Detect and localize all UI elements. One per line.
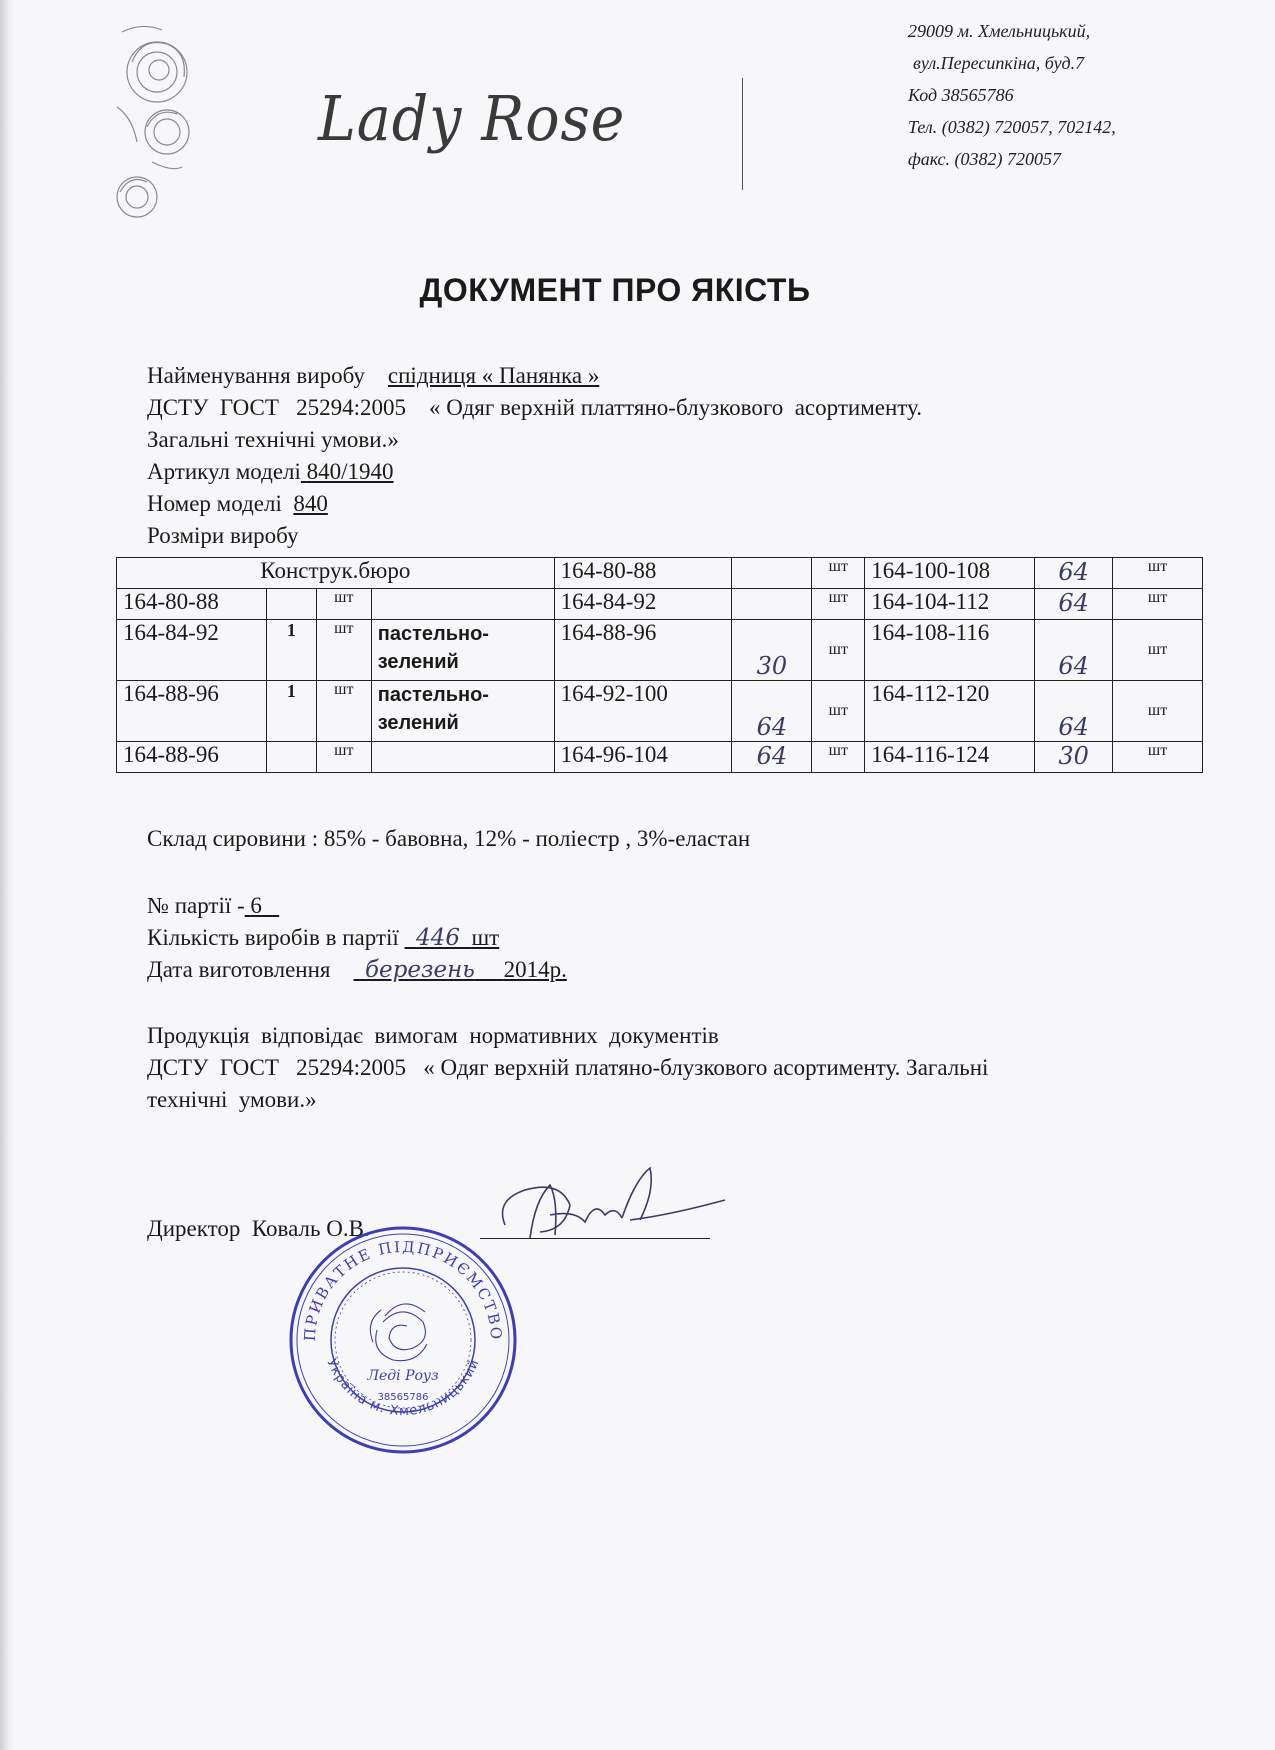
batch-number-label: № партії -	[147, 893, 245, 918]
unit-cell: шт	[812, 620, 865, 681]
qty-cell: 30	[1035, 742, 1113, 773]
qty-cell: 64	[1035, 558, 1113, 589]
address-line: 29009 м. Хмельницький,	[908, 21, 1091, 41]
color-line: пастельно-	[377, 684, 489, 706]
svg-text:ПРИВАТНЕ ПІДПРИЄМСТВО: ПРИВАТНЕ ПІДПРИЄМСТВО	[300, 1237, 506, 1342]
address-line: вул.Пересипкіна, буд.7	[913, 53, 1085, 73]
unit-cell: шт	[1113, 742, 1203, 773]
size-cell: 164-80-88	[554, 558, 732, 589]
company-seal-icon	[285, 1222, 521, 1458]
address-line: факс. (0382) 720057	[908, 149, 1061, 169]
qty-cell	[266, 742, 316, 773]
color-cell	[371, 681, 554, 742]
batch-count-label: Кількість виробів в партії	[147, 925, 399, 950]
unit-cell: шт	[1113, 681, 1203, 742]
model-value: 840	[293, 491, 328, 516]
header-divider	[742, 78, 743, 190]
qty-cell: 64	[1035, 620, 1113, 681]
svg-text:Леді Роуз: Леді Роуз	[367, 1368, 439, 1384]
conformity-line: ДСТУ ГОСТ 25294:2005 « Одяг верхній платяно-блузкового асортименту. Загальні	[147, 1055, 989, 1080]
qty-cell: 64	[732, 742, 812, 773]
color-cell	[371, 589, 554, 620]
table-row	[117, 742, 1203, 773]
article-label: Артикул моделі	[147, 459, 301, 484]
standard-line: ДСТУ ГОСТ 25294:2005 « Одяг верхній платтяно-блузкового асортименту.	[147, 395, 922, 420]
conformity-statement	[147, 1020, 988, 1116]
date-label: Дата виготовлення	[147, 957, 331, 982]
unit-cell: шт	[812, 558, 865, 589]
batch-count-value: 446 шт	[416, 925, 500, 951]
qty-cell	[266, 589, 316, 620]
unit-cell: шт	[1113, 558, 1203, 589]
qty-cell: 64	[1035, 681, 1113, 742]
size-cell: 164-96-104	[554, 742, 732, 773]
batch-number-value: 6	[250, 893, 262, 918]
conformity-line: технічні умови.»	[147, 1087, 317, 1112]
date-value: березень 2014р.	[365, 957, 567, 983]
address-line: Код 38565786	[908, 85, 1014, 105]
svg-text:Україна м. Хмельницький: Україна м. Хмельницький	[323, 1356, 483, 1420]
color-line: зелений	[377, 651, 459, 673]
qty-cell: 64	[732, 681, 812, 742]
size-cell: 164-84-92	[117, 620, 267, 681]
sizes-table	[116, 557, 1203, 773]
product-info	[147, 360, 922, 552]
table-header: Конструк.бюро	[117, 558, 555, 589]
size-cell: 164-84-92	[554, 589, 732, 620]
director-name: Директор Коваль О.В.	[147, 1216, 370, 1241]
qty-cell: 64	[1035, 589, 1113, 620]
table-row	[117, 589, 1203, 620]
unit-cell: шт	[316, 742, 371, 773]
color-line: пастельно-	[377, 623, 489, 645]
unit-cell: шт	[812, 681, 865, 742]
product-name-label: Найменування виробу	[147, 363, 365, 388]
scan-edge	[0, 0, 14, 1750]
product-name-value: спідниця « Панянка »	[387, 363, 600, 388]
batch-info	[147, 890, 567, 986]
unit-cell: шт	[316, 681, 371, 742]
qty-cell	[732, 589, 812, 620]
unit-cell: шт	[1113, 620, 1203, 681]
color-cell	[371, 620, 554, 681]
table-row	[117, 681, 1203, 742]
size-cell: 164-88-96	[554, 620, 732, 681]
qty-cell	[732, 558, 812, 589]
table-row	[117, 620, 1203, 681]
unit-cell: шт	[812, 742, 865, 773]
document-title: ДОКУМЕНТ ПРО ЯКІСТЬ	[419, 272, 811, 308]
qty-cell: 1	[266, 681, 316, 742]
sizes-label: Розміри виробу	[147, 523, 299, 548]
color-line: зелений	[377, 712, 459, 734]
size-cell: 164-112-120	[865, 681, 1035, 742]
size-cell: 164-92-100	[554, 681, 732, 742]
composition: Склад сировини : 85% - бавовна, 12% - поліестр , 3%-еластан	[147, 826, 751, 851]
article-value: 840/1940	[306, 459, 394, 484]
color-cell	[371, 742, 554, 773]
size-cell: 164-88-96	[117, 742, 267, 773]
signature-icon	[490, 1160, 730, 1260]
size-cell: 164-116-124	[865, 742, 1035, 773]
logo-lady-rose: Lady Rose	[318, 82, 626, 155]
unit-cell: шт	[812, 589, 865, 620]
company-address	[908, 15, 1248, 175]
unit-cell: шт	[1113, 589, 1203, 620]
model-label: Номер моделі	[147, 491, 282, 516]
size-cell: 164-104-112	[865, 589, 1035, 620]
svg-text:38565786: 38565786	[377, 1392, 429, 1403]
standard-line-cont: Загальні технічні умови.»	[147, 427, 399, 452]
size-cell: 164-100-108	[865, 558, 1035, 589]
rose-ornament-icon	[112, 22, 207, 242]
conformity-line: Продукція відповідає вимогам нормативних документів	[147, 1023, 719, 1048]
size-cell: 164-108-116	[865, 620, 1035, 681]
unit-cell: шт	[316, 620, 371, 681]
size-cell: 164-80-88	[117, 589, 267, 620]
qty-cell: 1	[266, 620, 316, 681]
table-row	[117, 558, 1203, 589]
address-line: Тел. (0382) 720057, 702142,	[908, 117, 1116, 137]
size-cell: 164-88-96	[117, 681, 267, 742]
unit-cell: шт	[316, 589, 371, 620]
qty-cell: 30	[732, 620, 812, 681]
